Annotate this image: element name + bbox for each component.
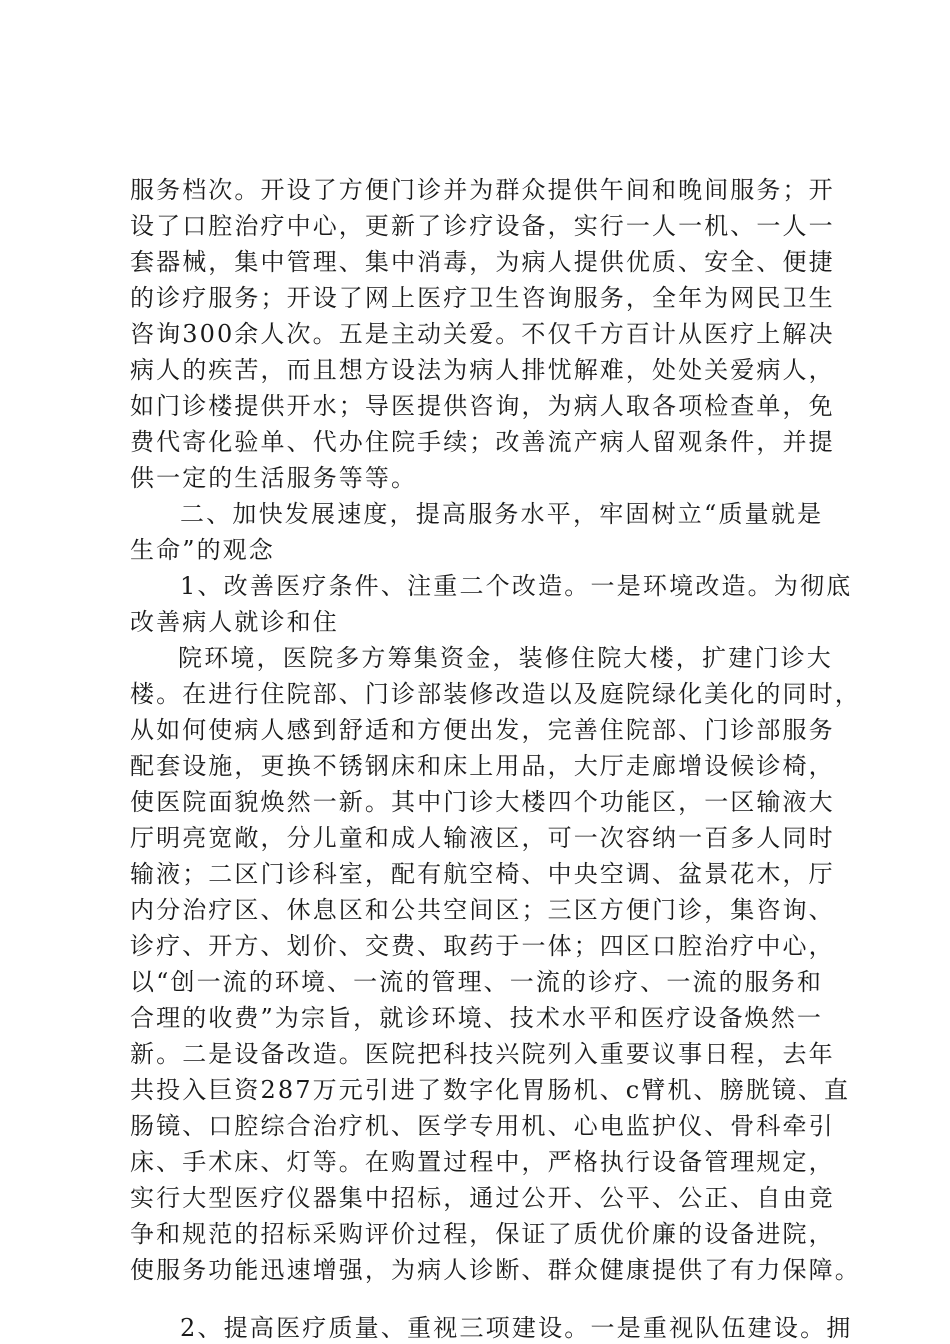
paragraph-line: 使服务功能迅速增强，为病人诊断、群众健康提供了有力保障。 bbox=[130, 1256, 861, 1284]
paragraph-line: 从如何使病人感到舒适和方便出发，完善住院部、门诊部服务 bbox=[130, 716, 835, 744]
paragraph-line: 新。二是设备改造。医院把科技兴院列入重要议事日程，去年 bbox=[130, 1040, 835, 1068]
paragraph-line: 内分治疗区、休息区和公共空间区；三区方便门诊，集咨询、 bbox=[130, 896, 835, 924]
paragraph-line: 咨询300余人次。五是主动关爱。不仅千方百计从医疗上解决 bbox=[130, 320, 835, 348]
paragraph-line: 配套设施，更换不锈钢床和床上用品，大厅走廊增设候诊椅， bbox=[130, 752, 835, 780]
paragraph-line: 输液；二区门诊科室，配有航空椅、中央空调、盆景花木，厅 bbox=[130, 860, 835, 888]
paragraph-line: 套器械，集中管理、集中消毒，为病人提供优质、安全、便捷 bbox=[130, 248, 835, 276]
paragraph-line: 实行大型医疗仪器集中招标，通过公开、公平、公正、自由竞 bbox=[130, 1184, 835, 1212]
paragraph-line: 如门诊楼提供开水；导医提供咨询，为病人取各项检查单，免 bbox=[130, 392, 835, 420]
paragraph-line: 厅明亮宽敞，分儿童和成人输液区，可一次容纳一百多人同时 bbox=[130, 824, 835, 852]
paragraph-line: 床、手术床、灯等。在购置过程中，严格执行设备管理规定， bbox=[130, 1148, 835, 1176]
paragraph-line: 院环境，医院多方筹集资金，装修住院大楼，扩建门诊大 bbox=[178, 644, 833, 672]
paragraph-line: 1、改善医疗条件、注重二个改造。一是环境改造。为彻底 bbox=[180, 572, 853, 600]
paragraph-line: 2、提高医疗质量、重视三项建设。一是重视队伍建设。拥 bbox=[180, 1314, 853, 1342]
paragraph-line: 以“创一流的环境、一流的管理、一流的诊疗、一流的服务和 bbox=[130, 968, 823, 996]
paragraph-line: 楼。在进行住院部、门诊部装修改造以及庭院绿化美化的同时， bbox=[130, 680, 861, 708]
paragraph-line: 病人的疾苦，而且想方设法为病人排忧解难，处处关爱病人， bbox=[130, 356, 835, 384]
paragraph-line: 改善病人就诊和住 bbox=[130, 608, 339, 636]
paragraph-line: 合理的收费”为宗旨，就诊环境、技术水平和医疗设备焕然一 bbox=[130, 1004, 823, 1032]
section-heading-line: 二、加快发展速度，提高服务水平，牢固树立“质量就是 bbox=[180, 500, 824, 528]
paragraph-line: 供一定的生活服务等等。 bbox=[130, 464, 418, 492]
paragraph-line: 使医院面貌焕然一新。其中门诊大楼四个功能区，一区输液大 bbox=[130, 788, 835, 816]
paragraph-line: 的诊疗服务；开设了网上医疗卫生咨询服务，全年为网民卫生 bbox=[130, 284, 835, 312]
paragraph-line: 争和规范的招标采购评价过程，保证了质优价廉的设备进院， bbox=[130, 1220, 835, 1248]
paragraph-line: 服务档次。开设了方便门诊并为群众提供午间和晚间服务；开 bbox=[130, 176, 835, 204]
section-heading-line: 生命”的观念 bbox=[130, 536, 275, 564]
paragraph-line: 肠镜、口腔综合治疗机、医学专用机、心电监护仪、骨科牵引 bbox=[130, 1112, 835, 1140]
paragraph-line: 费代寄化验单、代办住院手续；改善流产病人留观条件，并提 bbox=[130, 428, 835, 456]
paragraph-line: 诊疗、开方、划价、交费、取药于一体；四区口腔治疗中心， bbox=[130, 932, 835, 960]
paragraph-line: 共投入巨资287万元引进了数字化胃肠机、c臂机、膀胱镜、直 bbox=[130, 1076, 851, 1104]
paragraph-line: 设了口腔治疗中心，更新了诊疗设备，实行一人一机、一人一 bbox=[130, 212, 835, 240]
